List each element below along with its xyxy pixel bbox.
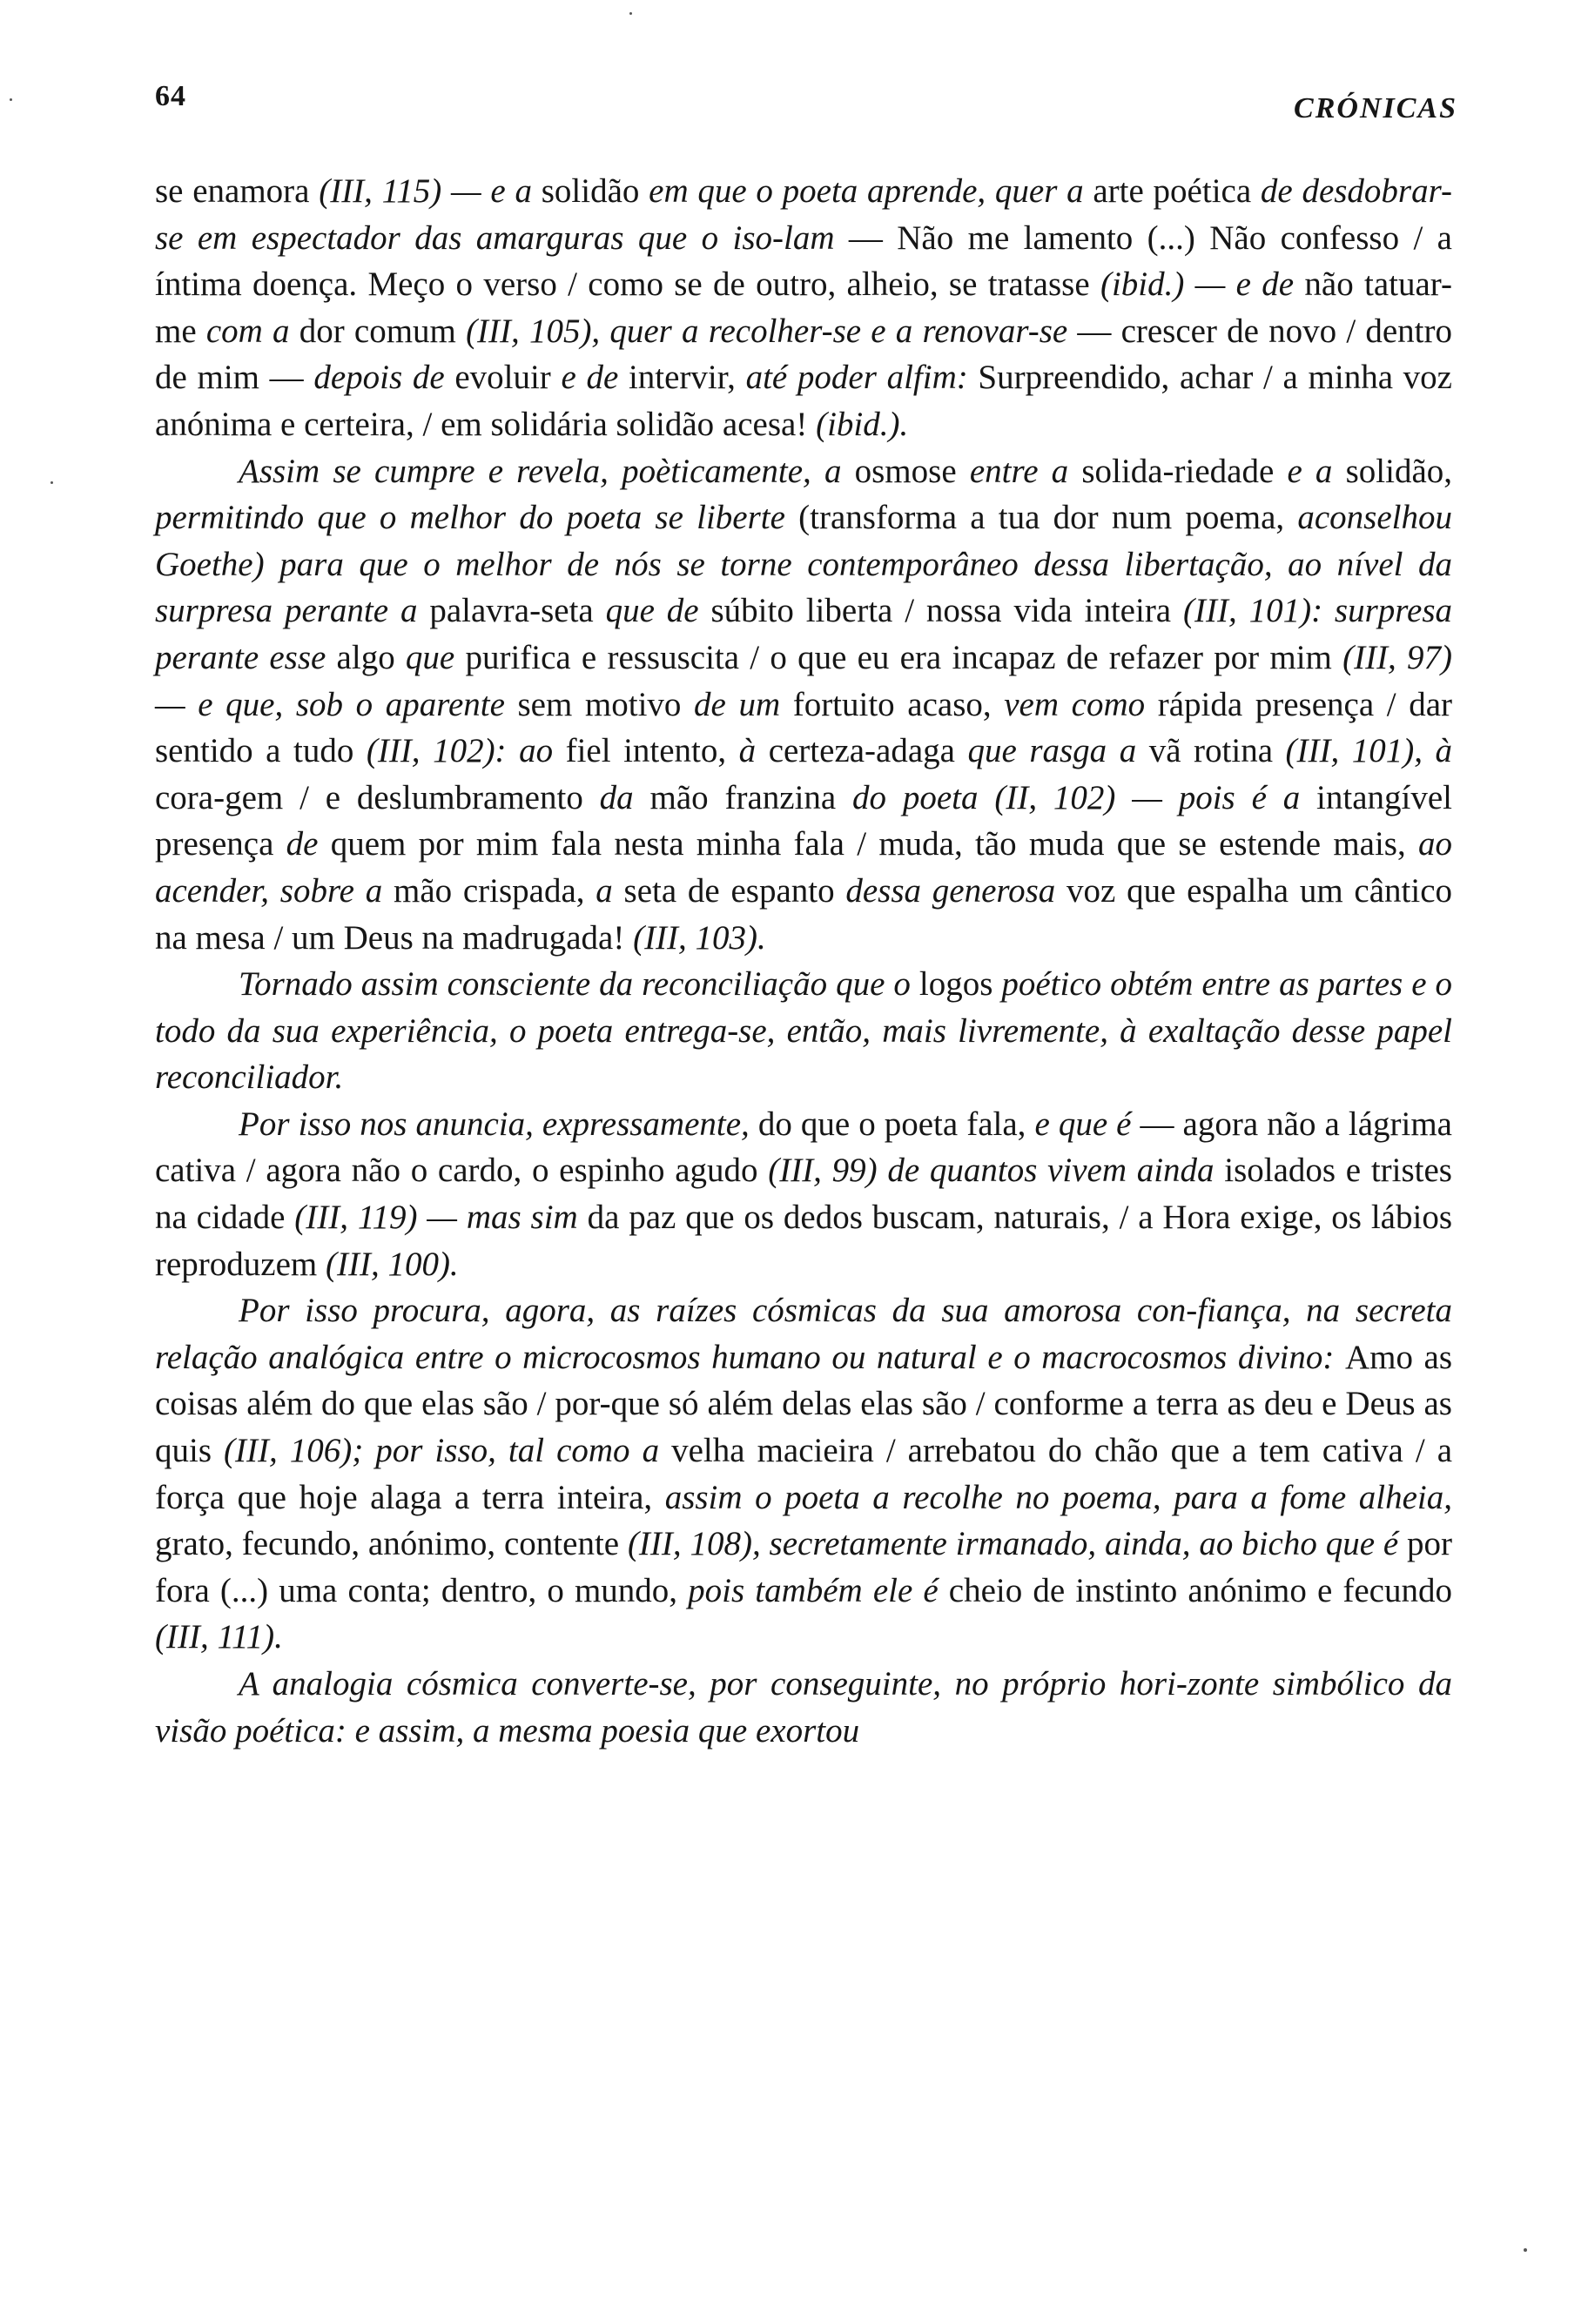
italic-text: (ibid.) — e de	[1100, 265, 1305, 304]
text-run: solida-riedade	[1081, 452, 1288, 490]
italic-text: de	[286, 825, 331, 863]
text-run: solidão	[541, 172, 649, 210]
italic-text: vem como	[1004, 685, 1158, 723]
italic-text: que	[405, 638, 466, 676]
italic-text: de um	[694, 685, 793, 723]
italic-text: (III, 119) — mas sim	[294, 1199, 588, 1237]
italic-text: aconselhou Goethe) para que o melhor de nós se torne contemporâneo dessa libertação, ao nível da surpresa perante a	[155, 499, 1452, 630]
running-title: CRÓNICAS	[1294, 92, 1457, 124]
italic-text: (III, 97) — e que, sob o aparente	[155, 638, 1453, 723]
paragraph	[155, 1101, 1452, 1287]
text-run: arte poética	[1093, 172, 1261, 210]
italic-text: poético obtém entre as partes e o todo da sua experiência, o poeta entrega-se, então, mais livremente, à exaltação desse papel reconciliador.	[155, 965, 1452, 1097]
italic-text: Tornado assim consciente da reconciliação que o	[239, 965, 919, 1004]
italic-text: assim o poeta a recolhe no poema, para a fome alheia,	[664, 1478, 1452, 1516]
italic-text: com a	[205, 312, 299, 350]
italic-text: dessa generosa	[845, 871, 1067, 910]
text-run: cheio de instinto anónimo e fecundo	[948, 1571, 1452, 1609]
italic-text: (III, 115) — e a	[319, 172, 542, 210]
text-run: seta de espanto	[623, 871, 846, 910]
text-run: isolados e tristes na cidade	[155, 1152, 1452, 1237]
italic-text: e que é	[1034, 1105, 1132, 1143]
italic-text: (III, 108), secretamente irmanado, ainda, ao bicho que é	[627, 1525, 1407, 1563]
text-run: — Não me lamento (...) Não confesso / a íntima doença. Meço o verso / como se de outro, alheio, se tratasse	[155, 218, 1452, 304]
text-run: vã rotina	[1148, 732, 1286, 770]
text-run: logos	[918, 965, 1002, 1004]
paragraph	[155, 1661, 1452, 1754]
text-run: intervir,	[628, 359, 746, 397]
text-run: fiel intento,	[565, 732, 739, 770]
text-run: grato, fecundo, anónimo, contente	[155, 1525, 628, 1563]
italic-text: (III, 99) de quantos vivem ainda	[768, 1152, 1225, 1190]
italic-text: da	[599, 778, 650, 816]
italic-text: (III, 101), à	[1285, 732, 1452, 770]
italic-text: (III, 100).	[326, 1245, 459, 1283]
italic-text: e a	[1287, 452, 1346, 490]
italic-text: de desdobrar-se em espectador das amarguras que o iso-lam	[155, 172, 1452, 257]
italic-text: à	[738, 732, 769, 770]
text-run: cora-gem / e deslumbramento	[155, 778, 600, 816]
text-run: por fora (...) uma conta; dentro, o mundo,	[155, 1525, 1452, 1609]
text-run: se enamora	[155, 172, 320, 210]
italic-text: do poeta (II, 102) — pois é a	[852, 778, 1317, 816]
paragraph	[155, 168, 1452, 448]
italic-text: Assim se cumpre e revela, poèticamente, a	[239, 452, 855, 490]
text-run: mão franzina	[649, 778, 853, 816]
text-run: quem por mim fala nesta minha fala / muda, tão muda que se estende mais,	[330, 825, 1419, 863]
page-number: 64	[155, 80, 186, 112]
italic-text: a	[596, 871, 624, 910]
italic-text: depois de	[313, 359, 455, 397]
italic-text: (ibid.).	[816, 405, 909, 443]
text-run: osmose	[854, 452, 970, 490]
text-run: mão crispada,	[393, 871, 596, 910]
italic-text: (III, 102): ao	[366, 732, 566, 770]
italic-text: pois também ele é	[688, 1571, 949, 1609]
text-run: algo	[336, 638, 406, 676]
italic-text: (III, 105), quer a recolher-se e a renovar-se	[466, 312, 1068, 350]
text-run: voz que espalha um cântico na mesa / um Deus na madrugada!	[155, 871, 1453, 957]
scan-speck	[629, 12, 632, 15]
scan-speck	[1524, 2248, 1527, 2252]
text-run: dor comum	[299, 312, 467, 350]
italic-text: e de	[561, 359, 629, 397]
paragraph	[155, 1287, 1452, 1661]
text-run: não tatuar-me	[155, 265, 1452, 350]
text-run: sem motivo	[517, 685, 695, 723]
text-run: evoluir	[454, 359, 562, 397]
text-run: solidão,	[1345, 452, 1453, 490]
text-run: velha macieira / arrebatou do chão que a tem cativa / a força que hoje alaga a terra inteira,	[155, 1432, 1453, 1516]
text-run: rápida presença / dar sentido a tudo	[155, 685, 1452, 770]
italic-text: que de	[605, 592, 711, 630]
italic-text: Por isso procura, agora, as raízes cósmicas da sua amorosa con-fiança, na secreta relação analógica entre o microcosmos humano ou natural e o macrocosmos divino:	[155, 1292, 1452, 1376]
text-run: purifica e ressuscita / o que eu era incapaz de refazer por mim	[465, 638, 1343, 676]
scan-speck	[50, 481, 53, 484]
text-run: certeza-adaga	[768, 732, 968, 770]
text-run: súbito liberta / nossa vida inteira	[710, 592, 1183, 630]
text-run: — agora não a lágrima cativa / agora não o cardo, o espinho agudo	[155, 1105, 1452, 1190]
italic-text: entre a	[969, 452, 1082, 490]
italic-text: (III, 111).	[155, 1618, 283, 1656]
text-run: Surpreendido, achar / a minha voz anónima e certeira, / em solidária solidão acesa!	[155, 359, 1452, 443]
italic-text: que rasga a	[967, 732, 1149, 770]
text-run: do que o poeta fala,	[757, 1105, 1035, 1143]
text-run: intangível presença	[155, 778, 1453, 863]
text-run: (transforma a tua dor num poema,	[798, 499, 1298, 537]
body-text	[155, 168, 1452, 1754]
paragraph	[155, 448, 1452, 962]
italic-text: permitindo que o melhor do poeta se liberte	[155, 499, 799, 537]
text-run: Amo as coisas além do que elas são / por-que só além delas elas são / conforme a terra as deu e Deus as quis	[155, 1338, 1452, 1470]
italic-text: Por isso nos anuncia, expressamente,	[239, 1105, 758, 1143]
text-run: da paz que os dedos buscam, naturais, / a Hora exige, os lábios reproduzem	[155, 1199, 1452, 1283]
italic-text: ao acender, sobre a	[155, 825, 1453, 910]
text-run: fortuito acaso,	[792, 685, 1005, 723]
italic-text: A analogia cósmica converte-se, por conseguinte, no próprio hori-zonte simbólico da visão poética: e assim, a mesma poesia que exortou	[155, 1665, 1452, 1750]
text-run: palavra-seta	[429, 592, 606, 630]
scan-speck	[10, 98, 12, 101]
italic-text: até poder alfim:	[745, 359, 979, 397]
italic-text: (III, 106); por isso, tal como a	[224, 1432, 672, 1470]
text-run: — crescer de novo / dentro de mim —	[155, 312, 1453, 397]
italic-text: (III, 103).	[633, 918, 766, 957]
paragraph	[155, 961, 1452, 1101]
italic-text: (III, 101): surpresa perante esse	[155, 592, 1453, 676]
italic-text: em que o poeta aprende, quer a	[649, 172, 1093, 210]
